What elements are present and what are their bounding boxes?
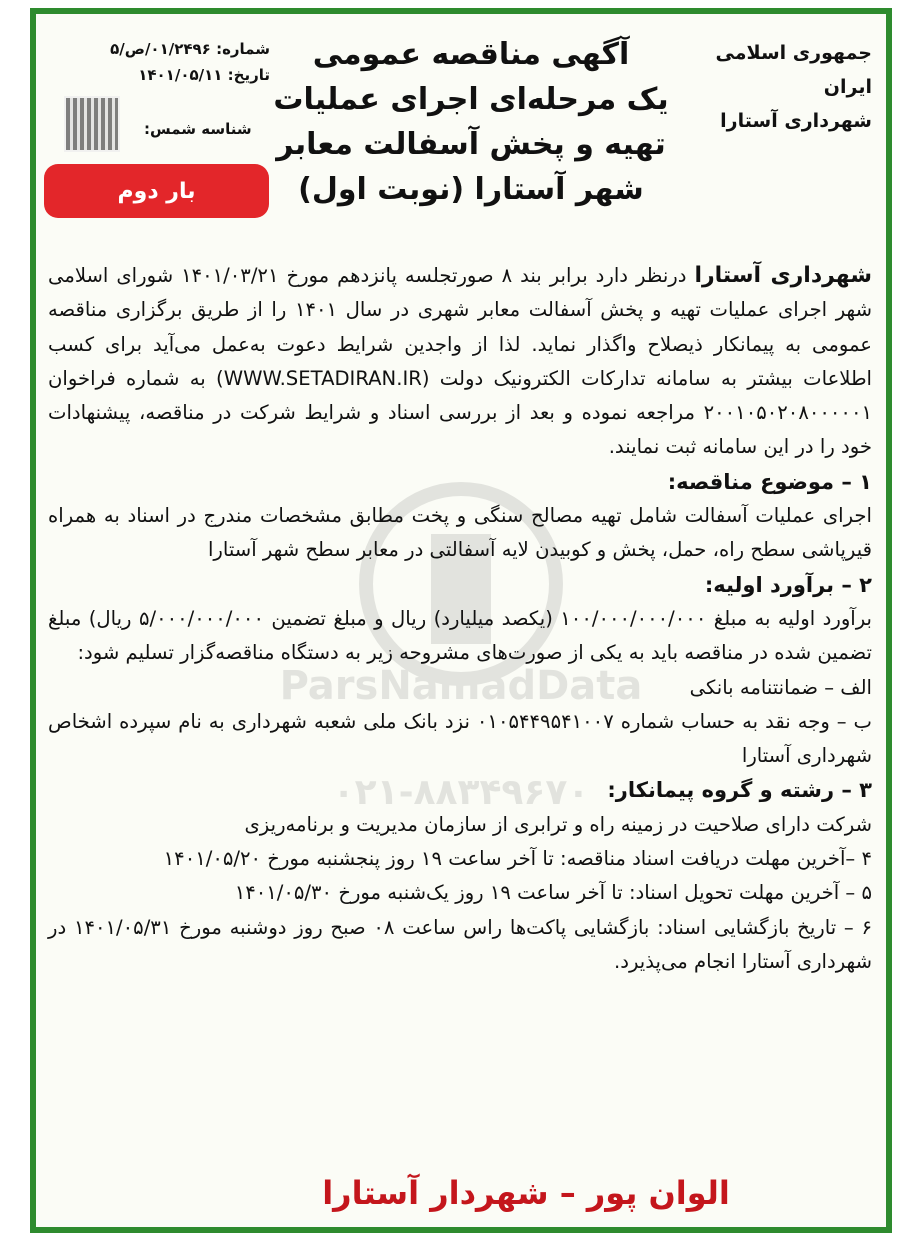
section-1-title: ۱ – موضوع مناقصه: — [667, 469, 872, 494]
title-line-2: یک مرحله‌ای اجرای عملیات — [273, 82, 669, 117]
shams-id-label: شناسه شمس: — [144, 120, 252, 138]
notice-title — [266, 32, 676, 212]
section-2-option-b: ب – وجه نقد به حساب شماره ۰۱۰۵۴۴۹۵۴۱۰۰۷ نزد بانک ملی شعبه شهرداری به نام سپرده اشخاص شهرداری آستارا — [48, 709, 872, 768]
intro-text: درنظر دارد برابر بند ۸ صورتجلسه پانزدهم مورخ ۱۴۰۱/۰۳/۲۱ شورای اسلامی شهر اجرای عملیات تهیه و پخش آسفالت معابر شهری در سال ۱۴۰۱ را از طریق برگزاری مناقصه عمومی به پیمانکار ذیصلاح واگذار نماید. لذا از واجدین شرایط دعوت به‌عمل می‌آید برای کسب اطلاعات بیشتر به سامانه تدارکات الکترونیک دولت (WWW.SETADIRAN.IR) به شماره فراخوان ۲۰۰۱۰۵۰۲۰۸۰۰۰۰۰۱ مراجعه نموده و بعد از بررسی اسناد و شرایط شرکت در مناقصه، پیشنهادات خود را در این سامانه ثبت نمایند. — [48, 264, 873, 459]
country-name: جمهوری اسلامی ایران — [715, 42, 872, 98]
section-6: ۶ – تاریخ بازگشایی اسناد: بازگشایی پاکت‌ها راس ساعت ۰۸ صبح روز دوشنبه مورخ ۱۴۰۱/۰۵/۳۱ در شهرداری آستارا انجام می‌پذیرد. — [48, 915, 873, 973]
section-3-title: ۳ – رشته و گروه پیمانکار: — [607, 778, 872, 803]
issuer-header — [672, 36, 872, 138]
watermark-brand: ParsNamadData — [279, 663, 643, 709]
notice-body — [48, 259, 872, 979]
title-line-4: شهر آستارا (نوبت اول) — [298, 172, 644, 207]
badge-label: بار دوم — [117, 178, 196, 204]
section-2-title: ۲ – برآورد اولیه: — [704, 572, 872, 597]
intro-lead: شهرداری آستارا — [694, 263, 872, 288]
title-line-1: آگهی مناقصه عمومی — [312, 37, 630, 72]
intro-paragraph — [48, 259, 872, 465]
reference-number: شماره: ۰۱/۲۴۹۶/ص/۵ — [110, 40, 270, 58]
second-round-badge — [44, 164, 269, 218]
section-1-text: اجرای عملیات آسفالت شامل تهیه مصالح سنگی و پخت مطابق مشخصات مندرج در اسناد به همراه قیرپاشی سطح راه، حمل، پخش و کوبیدن لایه آسفالتی در معابر سطح شهر آستارا — [48, 504, 872, 562]
section-2-text: برآورد اولیه به مبلغ ۱۰۰/۰۰۰/۰۰۰/۰۰۰ (یکصد میلیارد) ریال و مبلغ تضمین ۵/۰۰۰/۰۰۰/۰۰۰ ریال) مبلغ تضمین شده در مناقصه باید به یکی از صورت‌های مشروحه زیر به دستگاه مناقصه‌گزار تسلیم شود: — [48, 606, 872, 665]
watermark-phone: ۰۲۱-۸۸۳۴۹۶۷۰ — [332, 772, 590, 813]
section-2-option-a: الف – ضمانتنامه بانکی — [689, 675, 872, 699]
municipality-name: شهرداری آستارا — [720, 110, 872, 132]
section-5: ۵ – آخرین مهلت تحویل اسناد: تا آخر ساعت ۱۹ روز یک‌شنبه مورخ ۱۴۰۱/۰۵/۳۰ — [234, 881, 872, 905]
section-3-text: شرکت دارای صلاحیت در زمینه راه و ترابری از سازمان مدیریت و برنامه‌ریزی — [244, 812, 872, 836]
reference-date: تاریخ: ۱۴۰۱/۰۵/۱۱ — [138, 66, 270, 84]
title-line-3: تهیه و پخش آسفالت معابر — [276, 127, 666, 162]
reference-block — [50, 36, 270, 88]
tender-notice — [30, 8, 892, 1233]
section-4: ۴ –آخرین مهلت دریافت اسناد مناقصه: تا آخر ساعت ۱۹ روز پنجشنبه مورخ ۱۴۰۱/۰۵/۲۰ — [163, 847, 872, 871]
mayor-signature: الوان پور – شهردار آستارا — [322, 1174, 730, 1212]
qr-code-icon — [64, 96, 120, 152]
